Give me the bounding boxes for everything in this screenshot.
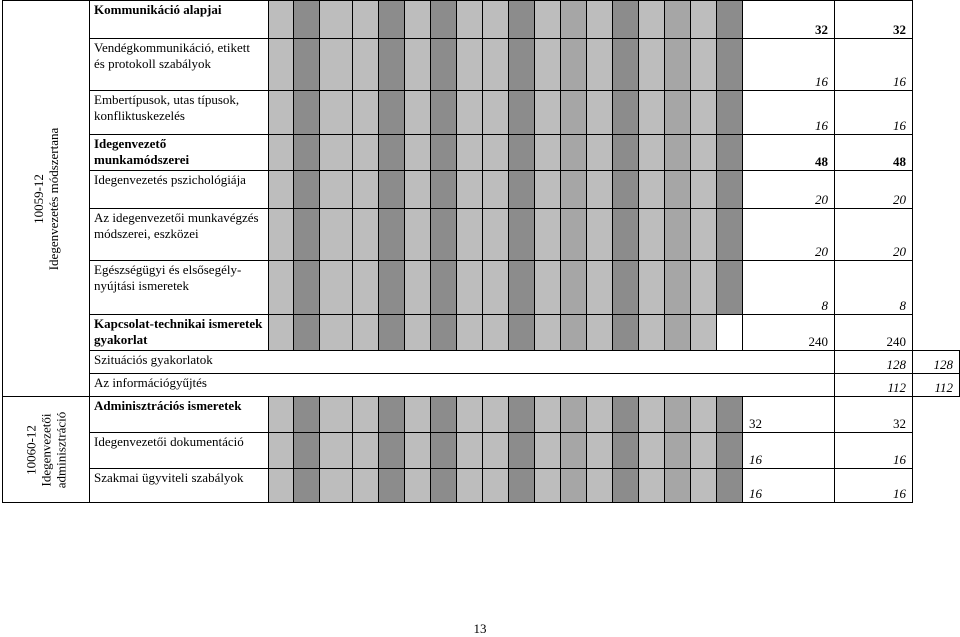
shaded-cell [379,261,405,315]
shaded-cell [691,39,717,91]
shaded-cell [431,39,457,91]
shaded-cell [561,397,587,433]
shaded-cell [294,261,320,315]
module-cell [3,1,90,397]
shaded-cell [535,209,561,261]
shaded-cell [639,397,665,433]
subject-name: Vendégkommunikáció, etikett és protokoll szabályok [90,39,269,91]
shaded-cell [665,315,691,351]
shaded-cell [269,469,294,503]
shaded-cell [405,469,431,503]
hours-col1: 16 [743,469,835,503]
shaded-cell [483,135,509,171]
shaded-cell [535,91,561,135]
shaded-cell [457,171,483,209]
shaded-cell [294,171,320,209]
shaded-cell [269,135,294,171]
shaded-cell [691,135,717,171]
shaded-cell [294,315,320,351]
shaded-cell [269,39,294,91]
shaded-cell [665,135,691,171]
shaded-cell [561,171,587,209]
shaded-cell [509,433,535,469]
table-row [3,91,960,135]
shaded-cell [613,171,639,209]
subject-name: Kapcsolat-technikai ismeretek gyakorlat [90,315,269,351]
shaded-cell [379,397,405,433]
hours-col2: 20 [835,171,913,209]
subject-name: Adminisztrációs ismeretek [90,397,269,433]
shaded-cell [691,261,717,315]
table-row [3,135,960,171]
shaded-cell [509,91,535,135]
hours-col1: 48 [743,135,835,171]
shaded-cell [639,261,665,315]
shaded-cell [320,1,353,39]
shaded-cell [405,39,431,91]
shaded-cell [405,171,431,209]
shaded-cell [587,171,613,209]
hours-col1: 112 [835,374,913,397]
shaded-cell [320,469,353,503]
shaded-cell [665,1,691,39]
shaded-cell [587,39,613,91]
empty-cell [717,315,743,351]
shaded-cell [431,315,457,351]
shaded-cell [431,91,457,135]
shaded-cell [353,135,379,171]
subject-name: Egészségügyi és elsősegély-nyújtási ismeretek [90,261,269,315]
shaded-cell [561,261,587,315]
shaded-cell [587,469,613,503]
hours-col1: 32 [743,1,835,39]
hours-col1: 16 [743,91,835,135]
shaded-cell [269,315,294,351]
shaded-cell [691,397,717,433]
shaded-cell [665,39,691,91]
shaded-cell [509,1,535,39]
shaded-cell [639,469,665,503]
shaded-cell [353,315,379,351]
shaded-cell [717,469,743,503]
table-row [3,171,960,209]
shaded-cell [717,171,743,209]
shaded-cell [613,1,639,39]
shaded-cell [294,209,320,261]
shaded-cell [431,261,457,315]
shaded-cell [613,433,639,469]
shaded-cell [379,91,405,135]
shaded-cell [613,209,639,261]
hours-col2: 48 [835,135,913,171]
shaded-cell [457,397,483,433]
shaded-cell [431,469,457,503]
shaded-cell [405,91,431,135]
shaded-cell [483,209,509,261]
shaded-cell [353,261,379,315]
shaded-cell [535,1,561,39]
table-row [3,397,960,433]
shaded-cell [353,469,379,503]
shaded-cell [294,433,320,469]
shaded-cell [561,135,587,171]
shaded-cell [613,135,639,171]
shaded-cell [509,397,535,433]
shaded-cell [535,135,561,171]
hours-col1: 8 [743,261,835,315]
hours-col2: 16 [835,91,913,135]
shaded-cell [431,433,457,469]
shaded-cell [379,135,405,171]
shaded-cell [353,1,379,39]
shaded-cell [691,91,717,135]
shaded-cell [379,315,405,351]
shaded-cell [639,209,665,261]
shaded-cell [509,39,535,91]
shaded-cell [665,171,691,209]
shaded-cell [483,171,509,209]
shaded-cell [269,91,294,135]
shaded-cell [665,469,691,503]
table-row [3,374,960,397]
shaded-cell [665,433,691,469]
hours-col2: 16 [835,39,913,91]
table-row [3,351,960,374]
hours-col2: 32 [835,397,913,433]
module-code: 10059-12 [31,173,46,224]
subject-name: Az idegenvezetői munkavégzés módszerei, eszközei [90,209,269,261]
shaded-cell [561,39,587,91]
shaded-cell [269,1,294,39]
shaded-cell [353,397,379,433]
shaded-cell [535,397,561,433]
shaded-cell [405,209,431,261]
hours-col1: 20 [743,209,835,261]
shaded-cell [665,209,691,261]
shaded-cell [294,39,320,91]
shaded-cell [457,433,483,469]
shaded-cell [639,171,665,209]
shaded-cell [457,469,483,503]
shaded-cell [665,91,691,135]
shaded-cell [269,397,294,433]
shaded-cell [509,315,535,351]
shaded-cell [294,397,320,433]
shaded-cell [691,315,717,351]
shaded-cell [294,469,320,503]
shaded-cell [431,1,457,39]
hours-col2: 240 [835,315,913,351]
shaded-cell [379,209,405,261]
shaded-cell [535,261,561,315]
shaded-cell [561,91,587,135]
shaded-cell [405,315,431,351]
shaded-cell [639,91,665,135]
shaded-cell [431,209,457,261]
hours-col2: 32 [835,1,913,39]
shaded-cell [457,135,483,171]
hours-col2: 20 [835,209,913,261]
hours-col1: 20 [743,171,835,209]
shaded-cell [320,397,353,433]
module-name: Idegenvezetés módszertana [46,127,61,270]
hours-col1: 240 [743,315,835,351]
hours-col1: 16 [743,39,835,91]
shaded-cell [561,1,587,39]
shaded-cell [639,433,665,469]
subject-name: Kommunikáció alapjai [90,1,269,39]
shaded-cell [483,315,509,351]
shaded-cell [320,171,353,209]
shaded-cell [691,171,717,209]
hours-col2: 16 [835,433,913,469]
shaded-cell [483,1,509,39]
shaded-cell [717,91,743,135]
shaded-cell [457,261,483,315]
shaded-cell [457,39,483,91]
module-code: 10060-12 [23,424,39,475]
shaded-cell [379,469,405,503]
shaded-cell [535,315,561,351]
shaded-cell [320,315,353,351]
hours-col2: 112 [913,374,960,397]
page-number: 13 [473,621,487,636]
shaded-cell [379,1,405,39]
shaded-cell [717,397,743,433]
shaded-cell [561,209,587,261]
subject-name: Az információgyűjtés [90,374,835,397]
table-row [3,261,960,315]
shaded-cell [587,397,613,433]
subject-name: Szakmai ügyviteli szabályok [90,469,269,503]
subject-name: Idegenvezető munkamódszerei [90,135,269,171]
table-row [3,39,960,91]
shaded-cell [717,209,743,261]
shaded-cell [509,171,535,209]
shaded-cell [691,433,717,469]
shaded-cell [639,1,665,39]
shaded-cell [294,91,320,135]
shaded-cell [269,261,294,315]
shaded-cell [269,171,294,209]
shaded-cell [483,261,509,315]
shaded-cell [431,397,457,433]
table-row [3,315,960,351]
shaded-cell [613,261,639,315]
shaded-cell [320,209,353,261]
shaded-cell [587,91,613,135]
shaded-cell [509,135,535,171]
shaded-cell [483,397,509,433]
shaded-cell [405,261,431,315]
shaded-cell [483,469,509,503]
shaded-cell [639,315,665,351]
shaded-cell [320,135,353,171]
shaded-cell [587,315,613,351]
shaded-cell [457,209,483,261]
shaded-cell [509,261,535,315]
shaded-cell [405,1,431,39]
shaded-cell [457,315,483,351]
table-row [3,469,960,503]
shaded-cell [561,433,587,469]
shaded-cell [320,39,353,91]
hours-col2: 16 [835,469,913,503]
shaded-cell [587,261,613,315]
shaded-cell [320,91,353,135]
shaded-cell [717,39,743,91]
shaded-cell [613,91,639,135]
shaded-cell [691,1,717,39]
shaded-cell [431,135,457,171]
module-label [31,127,61,270]
shaded-cell [457,91,483,135]
shaded-cell [353,91,379,135]
module-label [24,390,69,510]
shaded-cell [457,1,483,39]
shaded-cell [379,39,405,91]
shaded-cell [320,433,353,469]
shaded-cell [353,433,379,469]
shaded-cell [613,39,639,91]
shaded-cell [535,39,561,91]
shaded-cell [320,261,353,315]
shaded-cell [405,433,431,469]
shaded-cell [717,1,743,39]
shaded-cell [561,469,587,503]
shaded-cell [665,261,691,315]
shaded-cell [405,397,431,433]
hours-col1: 128 [835,351,913,374]
hours-col1: 16 [743,433,835,469]
shaded-cell [379,171,405,209]
shaded-cell [535,171,561,209]
shaded-cell [379,433,405,469]
table-row [3,433,960,469]
shaded-cell [483,39,509,91]
shaded-cell [483,433,509,469]
module-cell [3,397,90,503]
shaded-cell [535,433,561,469]
shaded-cell [691,209,717,261]
shaded-cell [717,261,743,315]
shaded-cell [587,209,613,261]
curriculum-table [2,0,960,503]
shaded-cell [509,209,535,261]
module-name: Idegenvezetői adminisztráció [38,411,69,488]
shaded-cell [294,1,320,39]
shaded-cell [405,135,431,171]
shaded-cell [613,397,639,433]
shaded-cell [639,39,665,91]
shaded-cell [509,469,535,503]
shaded-cell [431,171,457,209]
shaded-cell [269,433,294,469]
shaded-cell [587,433,613,469]
shaded-cell [691,469,717,503]
shaded-cell [353,171,379,209]
table-row [3,1,960,39]
shaded-cell [613,315,639,351]
table-row [3,209,960,261]
hours-col2: 8 [835,261,913,315]
subject-name: Idegenvezetői dokumentáció [90,433,269,469]
hours-col1: 32 [743,397,835,433]
shaded-cell [717,135,743,171]
hours-col2: 128 [913,351,960,374]
subject-name: Szituációs gyakorlatok [90,351,835,374]
shaded-cell [483,91,509,135]
subject-name: Embertípusok, utas típusok, konfliktuskezelés [90,91,269,135]
shaded-cell [353,209,379,261]
shaded-cell [639,135,665,171]
shaded-cell [717,433,743,469]
shaded-cell [353,39,379,91]
shaded-cell [269,209,294,261]
shaded-cell [535,469,561,503]
shaded-cell [587,135,613,171]
shaded-cell [294,135,320,171]
shaded-cell [561,315,587,351]
shaded-cell [613,469,639,503]
shaded-cell [587,1,613,39]
shaded-cell [665,397,691,433]
subject-name: Idegenvezetés pszichológiája [90,171,269,209]
